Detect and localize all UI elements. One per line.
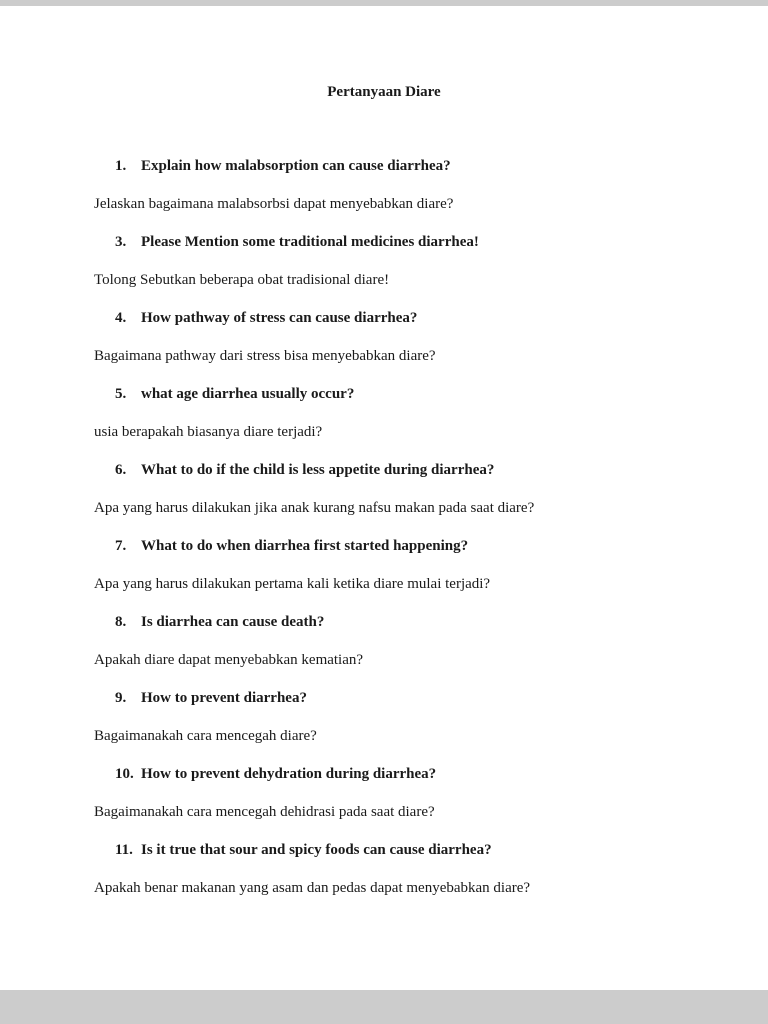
- question-text-en: Please Mention some traditional medicines diarrhea!: [141, 234, 479, 250]
- question-item: [94, 460, 674, 518]
- question-text-id: Apa yang harus dilakukan pertama kali ketika diare mulai terjadi?: [94, 576, 491, 592]
- question-item: [94, 308, 674, 366]
- question-english: [94, 612, 674, 632]
- question-number: 1.: [115, 158, 127, 174]
- question-text-id: Bagaimanakah cara mencegah diare?: [94, 728, 317, 744]
- question-text-en: How to prevent diarrhea?: [141, 690, 307, 706]
- question-item: [94, 536, 674, 594]
- question-number: 4.: [115, 310, 127, 326]
- question-number: 7.: [115, 538, 127, 554]
- question-text-en: Is it true that sour and spicy foods can cause diarrhea?: [141, 842, 492, 858]
- question-text-id: Apa yang harus dilakukan jika anak kurang nafsu makan pada saat diare?: [94, 500, 535, 516]
- question-item: [94, 384, 674, 442]
- question-text-id: Bagaimanakah cara mencegah dehidrasi pada saat diare?: [94, 804, 435, 820]
- question-english: [94, 536, 674, 556]
- question-text-id: Jelaskan bagaimana malabsorbsi dapat menyebabkan diare?: [94, 196, 454, 212]
- question-english: [94, 308, 674, 328]
- page-title: Pertanyaan Diare: [327, 84, 441, 100]
- question-text-en: Explain how malabsorption can cause diarrhea?: [141, 158, 451, 174]
- question-item: [94, 232, 674, 290]
- question-english: [94, 232, 674, 252]
- question-item: [94, 764, 674, 822]
- question-english: [94, 156, 674, 176]
- question-text-id: usia berapakah biasanya diare terjadi?: [94, 424, 323, 440]
- question-text-en: Is diarrhea can cause death?: [141, 614, 325, 630]
- question-text-id: Tolong Sebutkan beberapa obat tradisional diare!: [94, 272, 390, 288]
- question-number: 9.: [115, 690, 127, 706]
- questions-list: [94, 156, 674, 898]
- question-english: [94, 764, 674, 784]
- question-number: 10.: [115, 766, 134, 782]
- question-english: [94, 460, 674, 480]
- question-text-id: Bagaimana pathway dari stress bisa menyebabkan diare?: [94, 348, 436, 364]
- question-number: 8.: [115, 614, 127, 630]
- question-number: 6.: [115, 462, 127, 478]
- question-item: [94, 612, 674, 670]
- question-text-id: Apakah benar makanan yang asam dan pedas dapat menyebabkan diare?: [94, 880, 531, 896]
- question-item: [94, 156, 674, 214]
- question-number: 5.: [115, 386, 127, 402]
- document-page: [0, 6, 768, 990]
- question-english: [94, 384, 674, 404]
- question-item: [94, 688, 674, 746]
- question-text-en: How to prevent dehydration during diarrhea?: [141, 766, 437, 782]
- question-number: 3.: [115, 234, 127, 250]
- question-item: [94, 840, 674, 898]
- question-text-en: What to do when diarrhea first started happening?: [141, 538, 469, 554]
- question-english: [94, 840, 674, 860]
- question-english: [94, 688, 674, 708]
- question-text-en: How pathway of stress can cause diarrhea?: [141, 310, 418, 326]
- question-number: 11.: [115, 842, 133, 858]
- question-text-id: Apakah diare dapat menyebabkan kematian?: [94, 652, 364, 668]
- question-text-en: what age diarrhea usually occur?: [141, 386, 355, 402]
- question-text-en: What to do if the child is less appetite during diarrhea?: [141, 462, 495, 478]
